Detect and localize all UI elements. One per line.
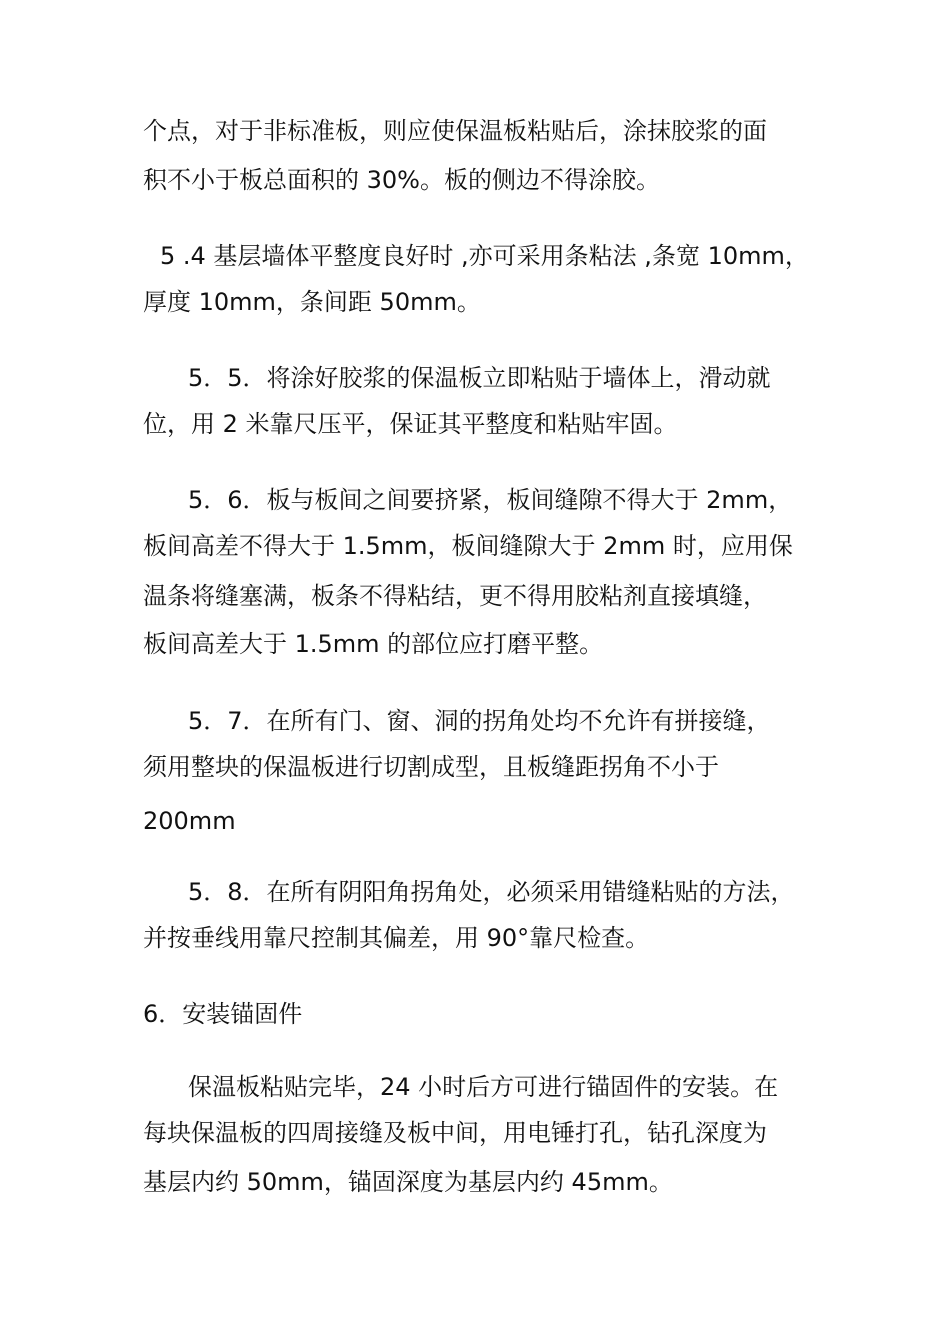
section-heading: 6．安装锚固件 <box>143 1000 303 1028</box>
text-line: 厚度 10mm，条间距 50mm。 <box>143 288 481 316</box>
text-line: 个点，对于非标准板，则应使保温板粘贴后，涂抹胶浆的面 <box>143 117 767 145</box>
text-line: 每块保温板的四周接缝及板中间，用电锤打孔，钻孔深度为 <box>143 1119 767 1147</box>
text-line: 位，用 2 米靠尺压平，保证其平整度和粘贴牢固。 <box>143 410 678 438</box>
text-line: 基层内约 50mm，锚固深度为基层内约 45mm。 <box>143 1168 673 1196</box>
text-line: 保温板粘贴完毕，24 小时后方可进行锚固件的安装。在 <box>188 1073 779 1101</box>
text-line: 5．5．将涂好胶浆的保温板立即粘贴于墙体上，滑动就 <box>188 364 771 392</box>
text-line: 200mm <box>143 807 236 835</box>
text-line: 5 .4 基层墙体平整度良好时 ,亦可采用条粘法 ,条宽 10mm， <box>160 242 809 270</box>
text-line: 5．8．在所有阴阳角拐角处，必须采用错缝粘贴的方法， <box>188 878 795 906</box>
text-line: 须用整块的保温板进行切割成型，且板缝距拐角不小于 <box>143 753 719 781</box>
text-line: 5．6．板与板间之间要挤紧，板间缝隙不得大于 2mm， <box>188 486 793 514</box>
text-line: 温条将缝塞满，板条不得粘结，更不得用胶粘剂直接填缝， <box>143 582 767 610</box>
text-line: 积不小于板总面积的 30%。板的侧边不得涂胶。 <box>143 166 660 194</box>
text-line: 板间高差大于 1.5mm 的部位应打磨平整。 <box>143 630 604 658</box>
text-line: 5．7．在所有门、窗、洞的拐角处均不允许有拼接缝， <box>188 707 771 735</box>
text-line: 板间高差不得大于 1.5mm，板间缝隙大于 2mm 时，应用保 <box>143 532 793 560</box>
text-line: 并按垂线用靠尺控制其偏差，用 90°靠尺检查。 <box>143 924 650 952</box>
